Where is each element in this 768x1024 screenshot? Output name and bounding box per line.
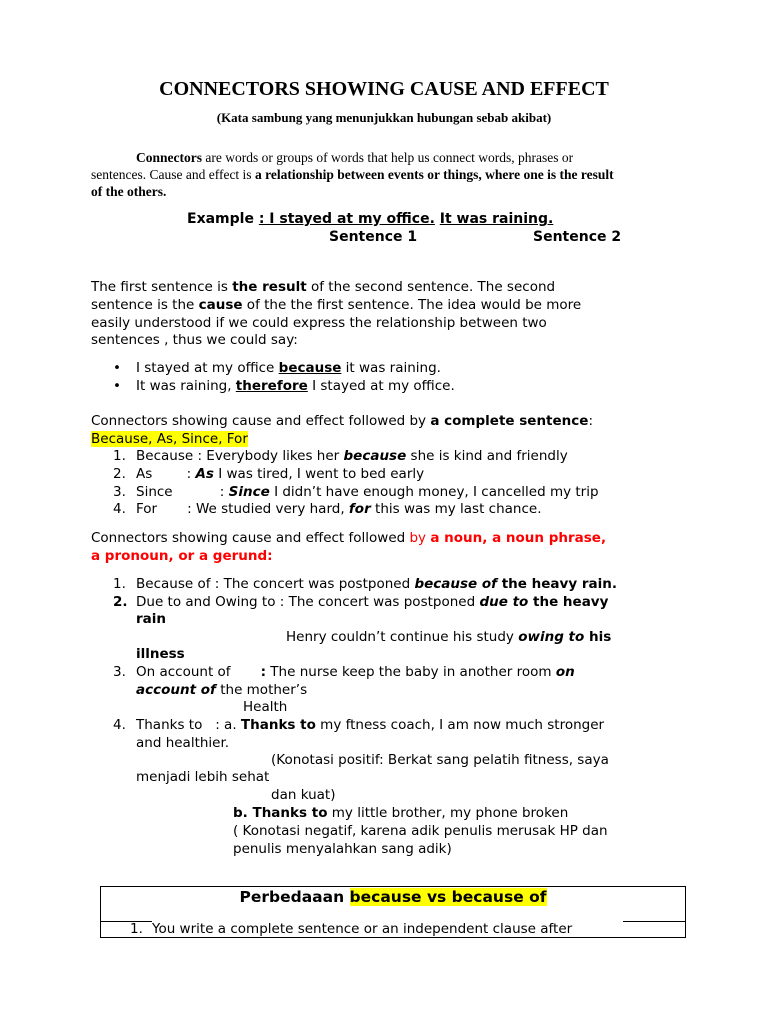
noun-item-3: On account of : The nurse keep the baby in another room on xyxy=(136,664,575,680)
noun-item-3-cont: account of the mother’s xyxy=(136,682,308,698)
noun-item-2b-cont: illness xyxy=(136,646,185,662)
complete-item-4: For : We studied very hard, for this was my last chance. xyxy=(136,501,542,517)
bullet-icon: • xyxy=(113,378,121,394)
complete-item-num: 3. xyxy=(113,484,126,500)
page-title: CONNECTORS SHOWING CAUSE AND EFFECT xyxy=(159,78,609,100)
complete-item-num: 2. xyxy=(113,466,126,482)
noun-item-4-b: b. Thanks to my little brother, my phone broken xyxy=(233,805,569,821)
complete-item-3: Since : Since I didn’t have enough money, I cancelled my trip xyxy=(136,484,599,500)
noun-item-num: 3. xyxy=(113,664,126,680)
noun-item-4: Thanks to : a. Thanks to my ftness coach, I am now much stronger xyxy=(136,717,605,733)
complete-item-num: 1. xyxy=(113,448,126,464)
comparison-box-title: Perbedaaan because vs because of xyxy=(239,888,547,906)
explain-line-2: sentence is the cause of the the first sentence. The idea would be more xyxy=(91,297,582,313)
complete-list: Because, As, Since, For xyxy=(91,431,248,447)
noun-item-4-b-note-1: ( Konotasi negatif, karena adik penulis merusak HP dan xyxy=(233,823,608,839)
comparison-item-1: You write a complete sentence or an independent clause after xyxy=(152,921,573,937)
noun-item-4-b-note-2: penulis menyalahkan sang adik) xyxy=(233,841,452,857)
comparison-box xyxy=(100,886,686,938)
intro-line-2: sentences. Cause and effect is a relationship between events or things, where one is the result xyxy=(91,167,614,182)
example-sentence2-label: Sentence 2 xyxy=(533,229,622,245)
noun-item-3-cont-2: Health xyxy=(243,699,288,715)
noun-item-2-cont: rain xyxy=(136,611,167,627)
complete-item-2: As : As I was tired, I went to bed early xyxy=(136,466,425,482)
noun-item-num: 1. xyxy=(113,576,126,592)
intro-line-1: Connectors are words or groups of words that help us connect words, phrases or xyxy=(136,150,574,165)
noun-item-1: Because of : The concert was postponed because of the heavy rain. xyxy=(136,576,617,592)
box-divider-left xyxy=(101,921,152,922)
complete-item-num: 4. xyxy=(113,501,126,517)
noun-item-4-cont: and healthier. xyxy=(136,735,230,751)
noun-item-num: 4. xyxy=(113,717,126,733)
bullet-item-1: I stayed at my office because it was raining. xyxy=(136,360,441,376)
example-line: Example : I stayed at my office. It was raining. xyxy=(187,211,554,227)
comparison-item-num: 1. xyxy=(130,921,143,937)
noun-item-2: Due to and Owing to : The concert was postponed due to the heavy xyxy=(136,594,609,610)
box-divider-right xyxy=(623,921,685,922)
noun-intro: Connectors showing cause and effect followed by a noun, a noun phrase, xyxy=(91,530,607,546)
complete-intro: Connectors showing cause and effect followed by a complete sentence: xyxy=(91,413,593,429)
noun-item-4-note-3: dan kuat) xyxy=(271,787,336,803)
example-sentence1-label: Sentence 1 xyxy=(329,229,418,245)
bullet-icon: • xyxy=(113,360,121,376)
noun-item-4-note-2: menjadi lebih sehat xyxy=(136,769,270,785)
noun-item-4-note-1: (Konotasi positif: Berkat sang pelatih fitness, saya xyxy=(271,752,609,768)
explain-line-3: easily understood if we could express the relationship between two xyxy=(91,315,547,331)
page-subtitle: (Kata sambung yang menunjukkan hubungan sebab akibat) xyxy=(216,110,552,125)
explain-line-4: sentences , thus we could say: xyxy=(91,332,298,348)
complete-item-1: Because : Everybody likes her because she is kind and friendly xyxy=(136,448,568,464)
noun-item-num: 2. xyxy=(113,594,128,610)
intro-line-3: of the others. xyxy=(91,184,167,199)
bullet-item-2: It was raining, therefore I stayed at my office. xyxy=(136,378,455,394)
noun-intro-2: a pronoun, or a gerund: xyxy=(91,548,273,564)
noun-item-2b: Henry couldn’t continue his study owing to his xyxy=(286,629,612,645)
explain-line-1: The first sentence is the result of the second sentence. The second xyxy=(91,279,556,295)
